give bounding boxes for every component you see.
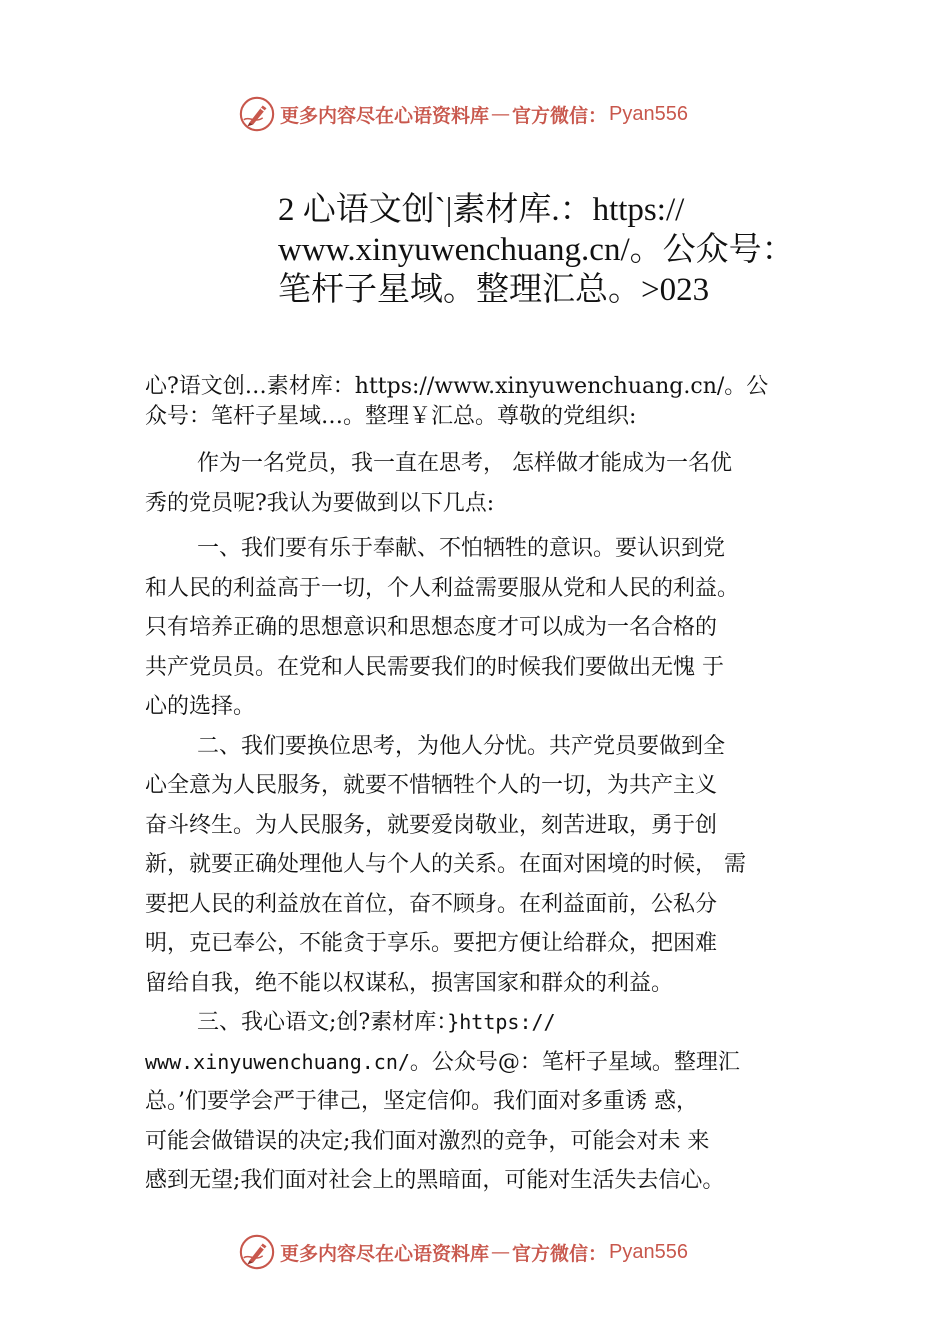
paragraph-2	[145, 529, 835, 727]
url-text: }https://	[447, 1010, 556, 1034]
paragraph-text: 。公众号@：笔杆子星域。整理汇	[409, 1049, 740, 1075]
paragraph-line: 和人民的利益高于一切，个人利益需要服从党和人民的利益。	[145, 575, 740, 601]
banner-separator: —	[491, 1241, 511, 1263]
paragraph-3	[145, 727, 835, 1004]
banner-wechat-label: 官方微信：	[512, 1242, 608, 1265]
paragraph-line: 要把人民的利益放在首位，奋不顾身。在利益面前，公私分	[145, 891, 718, 917]
paragraph-line: 总。’们要学会严于律己，坚定信仰。我们面对多重诱 惑，	[145, 1089, 698, 1114]
paragraph-line: 明，克已奉公，不能贪于享乐。要把方便让给群众，把困难	[145, 931, 718, 956]
title-line: 笔杆子星域。整理汇总。>023	[278, 272, 710, 308]
paragraph-line: 作为一名党员，我一直在思考， 怎样做才能成为一名优	[197, 451, 732, 476]
banner-wechat-id: Pyan556	[609, 1240, 688, 1263]
url-text: www.xinyuwenchuang.cn/	[145, 1049, 410, 1074]
paragraph-line	[145, 1003, 835, 1043]
paragraph-text: 三、我心语文;创?素材库：	[197, 1010, 448, 1035]
pen-logo-icon	[238, 1233, 276, 1271]
paragraph-line: 只有培养正确的思想意识和思想态度才可以成为一名合格的	[145, 615, 718, 640]
paragraph-line: 二、我们要换位思考，为他人分忧。共产党员要做到全	[197, 733, 726, 759]
paragraph-line: 一、我们要有乐于奉献、不怕牺牲的意识。要认识到党	[197, 536, 726, 561]
document-title	[278, 190, 838, 310]
title-line: www.xinyuwenchuang.cn/。公众号：	[278, 232, 795, 268]
document-body	[145, 372, 835, 1201]
banner-main-text: 更多内容尽在心语资料库	[280, 1242, 490, 1265]
paragraph-line: 感到无望;我们面对社会上的黑暗面，可能对生活失去信心。	[145, 1168, 725, 1193]
paragraph-line: 心全意为人民服务，就要不惜牺牲个人的一切，为共产主义	[145, 773, 718, 798]
banner-separator: —	[491, 103, 511, 125]
banner-wechat-label: 官方微信：	[512, 104, 608, 127]
paragraph-line: 共产党员员。在党和人民需要我们的时候我们要做出无愧 于	[145, 654, 724, 680]
intro-line: 众号：笔杆子星域…。整理￥汇总。尊敬的党组织:	[145, 404, 637, 429]
paragraph-1	[145, 444, 835, 523]
paragraph-line	[145, 1043, 835, 1083]
pen-logo-icon	[238, 95, 276, 133]
paragraph-line: 留给自我，绝不能以权谋私，损害国家和群众的利益。	[145, 970, 674, 996]
intro-paragraph	[145, 372, 835, 432]
banner-main-text: 更多内容尽在心语资料库	[280, 104, 490, 127]
paragraph-line: 心的选择。	[145, 694, 256, 719]
paragraph-line: 新，就要正确处理他人与个人的关系。在面对困境的时候， 需	[145, 852, 746, 877]
footer-banner	[238, 1232, 688, 1272]
paragraph-line: 奋斗终生。为人民服务，就要爱岗敬业，刻苦进取，勇于创	[145, 812, 718, 838]
paragraph-line: 可能会做错误的决定;我们面对激烈的竞争，可能会对未 来	[145, 1128, 710, 1154]
paragraph-4	[145, 1003, 835, 1201]
header-banner	[238, 94, 688, 134]
intro-line: 心?语文创…素材库：https://www.xinyuwenchuang.cn/。公	[145, 374, 769, 399]
banner-wechat-id: Pyan556	[609, 102, 688, 125]
paragraph-line: 秀的党员呢?我认为要做到以下几点:	[145, 490, 495, 516]
title-line: 2 心语文创`|素材库.：https://	[278, 192, 685, 228]
